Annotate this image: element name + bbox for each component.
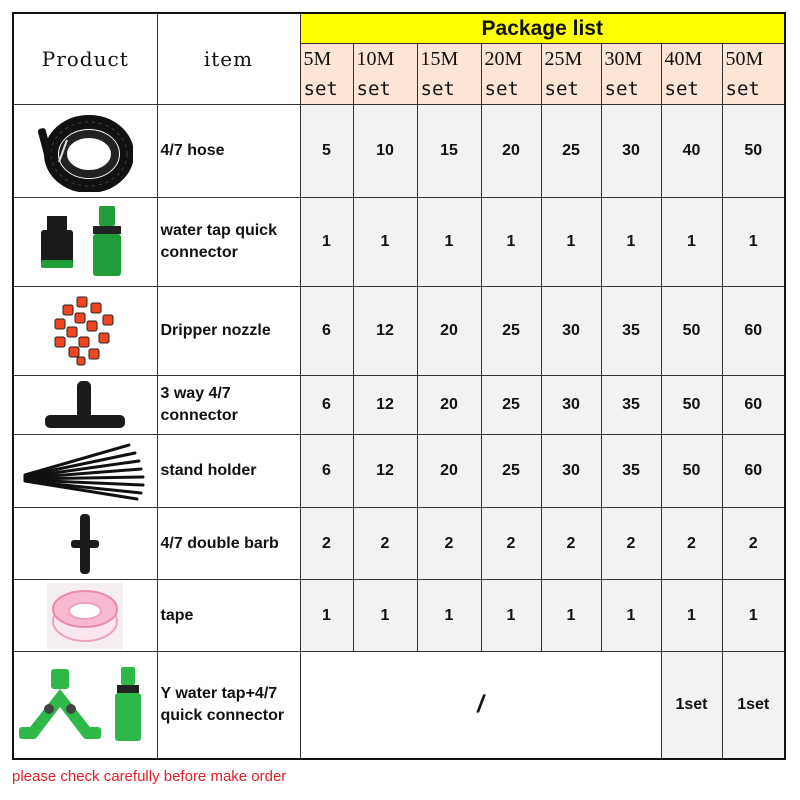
header-size-15m: 15M set <box>417 44 481 105</box>
product-image <box>13 652 157 759</box>
qty-50m: 1 <box>722 580 785 652</box>
qty-20m: 25 <box>481 435 541 508</box>
product-image <box>13 376 157 435</box>
qty-40m: 2 <box>661 508 722 580</box>
qty-40m: 50 <box>661 376 722 435</box>
qty-30m: 2 <box>601 508 661 580</box>
header-product: Product <box>13 13 157 105</box>
qty-40m: 50 <box>661 287 722 376</box>
qty-10m: 1 <box>353 580 417 652</box>
qty-50m: 1set <box>722 652 785 759</box>
qty-25m: 1 <box>541 198 601 287</box>
qty-25m: 30 <box>541 376 601 435</box>
table-title: Package list <box>300 13 785 44</box>
qty-15m: 20 <box>417 435 481 508</box>
qty-40m: 50 <box>661 435 722 508</box>
stand-holder-icon <box>19 441 151 501</box>
qty-10m: 1 <box>353 198 417 287</box>
table-row <box>13 287 785 376</box>
item-name: water tap quick connector <box>157 198 300 287</box>
table-row <box>13 435 785 508</box>
qty-25m: 25 <box>541 105 601 198</box>
qty-50m: 50 <box>722 105 785 198</box>
qty-20m: 20 <box>481 105 541 198</box>
qty-20m: 25 <box>481 287 541 376</box>
qty-20m: 1 <box>481 580 541 652</box>
qty-50m: 60 <box>722 435 785 508</box>
qty-20m: 1 <box>481 198 541 287</box>
qty-15m: 20 <box>417 287 481 376</box>
product-image <box>13 508 157 580</box>
product-image <box>13 198 157 287</box>
qty-30m: 35 <box>601 287 661 376</box>
qty-10m: 12 <box>353 287 417 376</box>
order-warning-note: please check carefully before make order <box>12 768 287 785</box>
qty-15m: 2 <box>417 508 481 580</box>
qty-5m: 2 <box>300 508 353 580</box>
qty-10m: 2 <box>353 508 417 580</box>
qty-15m: 20 <box>417 376 481 435</box>
item-name: 4/7 hose <box>157 105 300 198</box>
qty-25m: 1 <box>541 580 601 652</box>
item-name: 3 way 4/7 connector <box>157 376 300 435</box>
qty-5m: 6 <box>300 435 353 508</box>
product-image <box>13 580 157 652</box>
qty-15m: 1 <box>417 198 481 287</box>
tape-roll-icon <box>47 583 123 649</box>
double-barb-icon <box>65 512 105 576</box>
qty-30m: 35 <box>601 435 661 508</box>
qty-20m: 2 <box>481 508 541 580</box>
qty-5m: 5 <box>300 105 353 198</box>
table-row <box>13 652 785 759</box>
qty-10m: 12 <box>353 376 417 435</box>
y-tap-connector-icon <box>17 665 153 745</box>
not-included-marker: / <box>300 652 661 759</box>
qty-30m: 1 <box>601 580 661 652</box>
qty-30m: 1 <box>601 198 661 287</box>
qty-25m: 2 <box>541 508 601 580</box>
qty-5m: 6 <box>300 287 353 376</box>
qty-40m: 1 <box>661 580 722 652</box>
item-name: Y water tap+4/7 quick connector <box>157 652 300 759</box>
qty-15m: 15 <box>417 105 481 198</box>
tap-connector-icon <box>35 204 135 280</box>
qty-30m: 35 <box>601 376 661 435</box>
qty-15m: 1 <box>417 580 481 652</box>
qty-5m: 1 <box>300 580 353 652</box>
qty-25m: 30 <box>541 435 601 508</box>
qty-40m: 1 <box>661 198 722 287</box>
qty-20m: 25 <box>481 376 541 435</box>
qty-25m: 30 <box>541 287 601 376</box>
qty-5m: 6 <box>300 376 353 435</box>
table-row <box>13 376 785 435</box>
qty-50m: 2 <box>722 508 785 580</box>
product-image <box>13 287 157 376</box>
header-size-50m: 50M set <box>722 44 785 105</box>
item-name: Dripper nozzle <box>157 287 300 376</box>
table-row <box>13 198 785 287</box>
header-size-20m: 20M set <box>481 44 541 105</box>
table-row <box>13 580 785 652</box>
table-row <box>13 508 785 580</box>
package-list-table <box>12 12 786 760</box>
header-size-40m: 40M set <box>661 44 722 105</box>
header-size-5m: 5M set <box>300 44 353 105</box>
header-size-25m: 25M set <box>541 44 601 105</box>
header-item: item <box>157 13 300 105</box>
qty-50m: 60 <box>722 287 785 376</box>
qty-50m: 60 <box>722 376 785 435</box>
header-size-10m: 10M set <box>353 44 417 105</box>
qty-40m: 40 <box>661 105 722 198</box>
qty-10m: 10 <box>353 105 417 198</box>
item-name: stand holder <box>157 435 300 508</box>
qty-5m: 1 <box>300 198 353 287</box>
dripper-nozzle-icon <box>47 293 123 369</box>
qty-10m: 12 <box>353 435 417 508</box>
header-size-30m: 30M set <box>601 44 661 105</box>
qty-30m: 30 <box>601 105 661 198</box>
item-name: tape <box>157 580 300 652</box>
product-image <box>13 105 157 198</box>
qty-50m: 1 <box>722 198 785 287</box>
tee-connector-icon <box>37 379 133 431</box>
table-row <box>13 105 785 198</box>
hose-coil-icon <box>37 110 133 192</box>
product-image <box>13 435 157 508</box>
qty-40m: 1set <box>661 652 722 759</box>
item-name: 4/7 double barb <box>157 508 300 580</box>
